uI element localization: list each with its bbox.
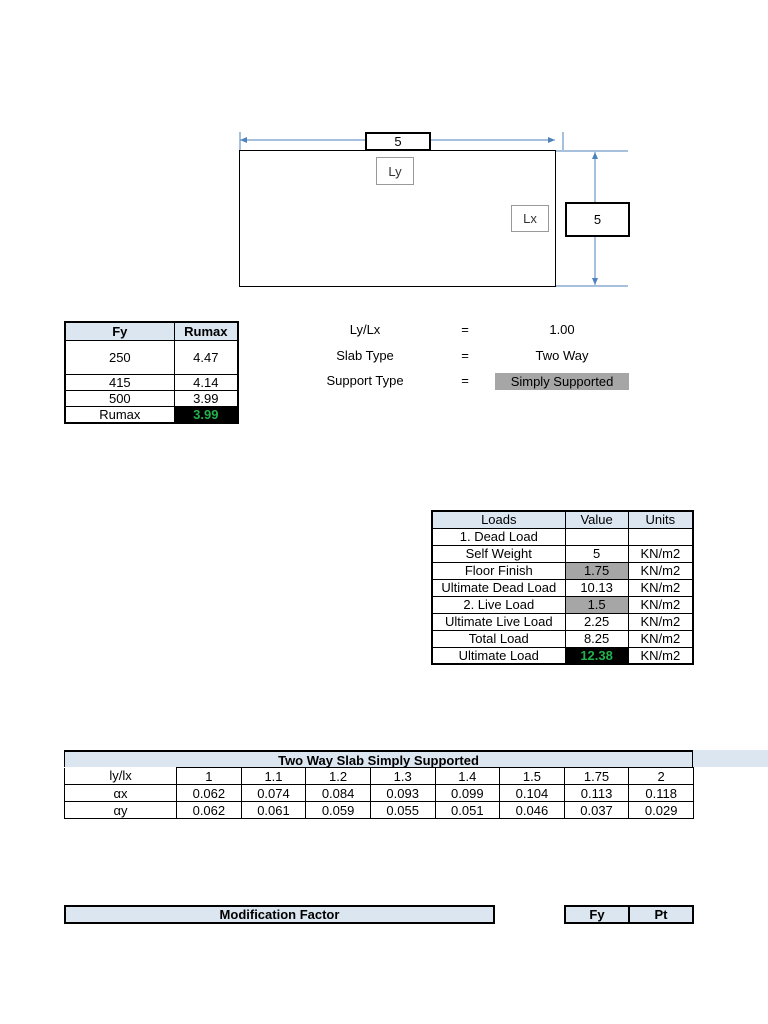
param-value-support-type: Simply Supported <box>495 373 629 390</box>
param-eq: = <box>461 348 469 363</box>
coef-cell: 0.055 <box>370 802 435 819</box>
table-row <box>65 785 694 802</box>
param-eq: = <box>461 322 469 337</box>
table-row <box>432 579 693 596</box>
table-row <box>432 562 693 579</box>
ly-label: Ly <box>376 157 414 185</box>
rumax-cell: 4.47 <box>174 340 238 374</box>
load-units: KN/m2 <box>628 613 693 630</box>
fy-header: Fy <box>65 322 174 340</box>
table-row <box>432 528 693 545</box>
top-dimension-value: 5 <box>365 132 431 151</box>
coef-cell: 1 <box>177 768 242 785</box>
load-name: 1. Dead Load <box>432 528 565 545</box>
load-units: KN/m2 <box>628 562 693 579</box>
coef-cell: 0.062 <box>177 785 242 802</box>
coef-cell: 0.099 <box>435 785 500 802</box>
load-units: KN/m2 <box>628 647 693 664</box>
ultimate-load-result: 12.38 <box>565 647 628 664</box>
coef-cell: 0.059 <box>306 802 371 819</box>
coef-table <box>64 767 694 819</box>
rumax-cell: 4.14 <box>174 374 238 390</box>
coef-cell: 0.051 <box>435 802 500 819</box>
load-name: Total Load <box>432 630 565 647</box>
loads-table <box>431 510 694 665</box>
load-value: 8.25 <box>565 630 628 647</box>
mod-pt-header: Pt <box>628 905 694 924</box>
table-row <box>432 630 693 647</box>
lx-label: Lx <box>511 205 549 232</box>
coef-cell: 0.104 <box>500 785 565 802</box>
loads-header: Loads <box>432 511 565 528</box>
param-label-ly-lx: Ly/Lx <box>349 322 381 337</box>
coef-cell: 0.084 <box>306 785 371 802</box>
rumax-cell: 3.99 <box>174 390 238 406</box>
load-value: 10.13 <box>565 579 628 596</box>
load-name: Ultimate Dead Load <box>432 579 565 596</box>
load-value: 2.25 <box>565 613 628 630</box>
load-units: KN/m2 <box>628 596 693 613</box>
coef-cell: αx <box>65 785 177 802</box>
mod-fy-header: Fy <box>564 905 630 924</box>
load-name: Ultimate Load <box>432 647 565 664</box>
load-value <box>565 528 628 545</box>
coef-cell: αy <box>65 802 177 819</box>
coef-cell: 1.75 <box>564 768 629 785</box>
units-header: Units <box>628 511 693 528</box>
table-row <box>432 613 693 630</box>
table-row <box>65 406 238 423</box>
value-header: Value <box>565 511 628 528</box>
coef-cell: 1.5 <box>500 768 565 785</box>
table-row <box>65 340 238 374</box>
coef-cell: 0.093 <box>370 785 435 802</box>
coef-cell: 1.1 <box>241 768 306 785</box>
table-row <box>65 390 238 406</box>
param-label-support-type: Support Type <box>326 373 404 388</box>
coef-cell: 0.037 <box>564 802 629 819</box>
coef-table-title: Two Way Slab Simply Supported <box>64 750 693 767</box>
coef-cell: 1.2 <box>306 768 371 785</box>
coef-cell: 0.118 <box>629 785 694 802</box>
table-row <box>432 545 693 562</box>
load-units: KN/m2 <box>628 630 693 647</box>
param-eq: = <box>461 373 469 388</box>
side-dimension-value: 5 <box>565 202 630 237</box>
load-units: KN/m2 <box>628 545 693 562</box>
coef-cell: 0.062 <box>177 802 242 819</box>
fy-cell: 415 <box>65 374 174 390</box>
table-row <box>432 647 693 664</box>
coef-cell: 0.029 <box>629 802 694 819</box>
param-label-slab-type: Slab Type <box>336 348 394 363</box>
coef-cell: ly/lx <box>65 768 177 785</box>
load-value-input[interactable]: 1.75 <box>565 562 628 579</box>
load-name: Self Weight <box>432 545 565 562</box>
coef-cell: 1.3 <box>370 768 435 785</box>
param-value-slab-type: Two Way <box>535 348 589 363</box>
coef-cell: 0.113 <box>564 785 629 802</box>
table-row <box>65 374 238 390</box>
fy-cell: 500 <box>65 390 174 406</box>
load-value-input[interactable]: 1.5 <box>565 596 628 613</box>
load-name: 2. Live Load <box>432 596 565 613</box>
coef-cell: 2 <box>629 768 694 785</box>
fy-rumax-table <box>64 321 239 424</box>
param-value-ly-lx: 1.00 <box>549 322 575 337</box>
load-name: Floor Finish <box>432 562 565 579</box>
table-row <box>432 596 693 613</box>
load-value: 5 <box>565 545 628 562</box>
rumax-header: Rumax <box>174 322 238 340</box>
load-units: KN/m2 <box>628 579 693 596</box>
coef-cell: 0.074 <box>241 785 306 802</box>
table-row <box>65 768 694 785</box>
coef-cell: 0.046 <box>500 802 565 819</box>
coef-cell: 1.4 <box>435 768 500 785</box>
load-name: Ultimate Live Load <box>432 613 565 630</box>
table-row <box>65 802 694 819</box>
coef-cell: 0.061 <box>241 802 306 819</box>
rumax-result: 3.99 <box>174 406 238 423</box>
modification-factor-header: Modification Factor <box>64 905 495 924</box>
load-units <box>628 528 693 545</box>
rumax-label: Rumax <box>65 406 174 423</box>
fy-cell: 250 <box>65 340 174 374</box>
